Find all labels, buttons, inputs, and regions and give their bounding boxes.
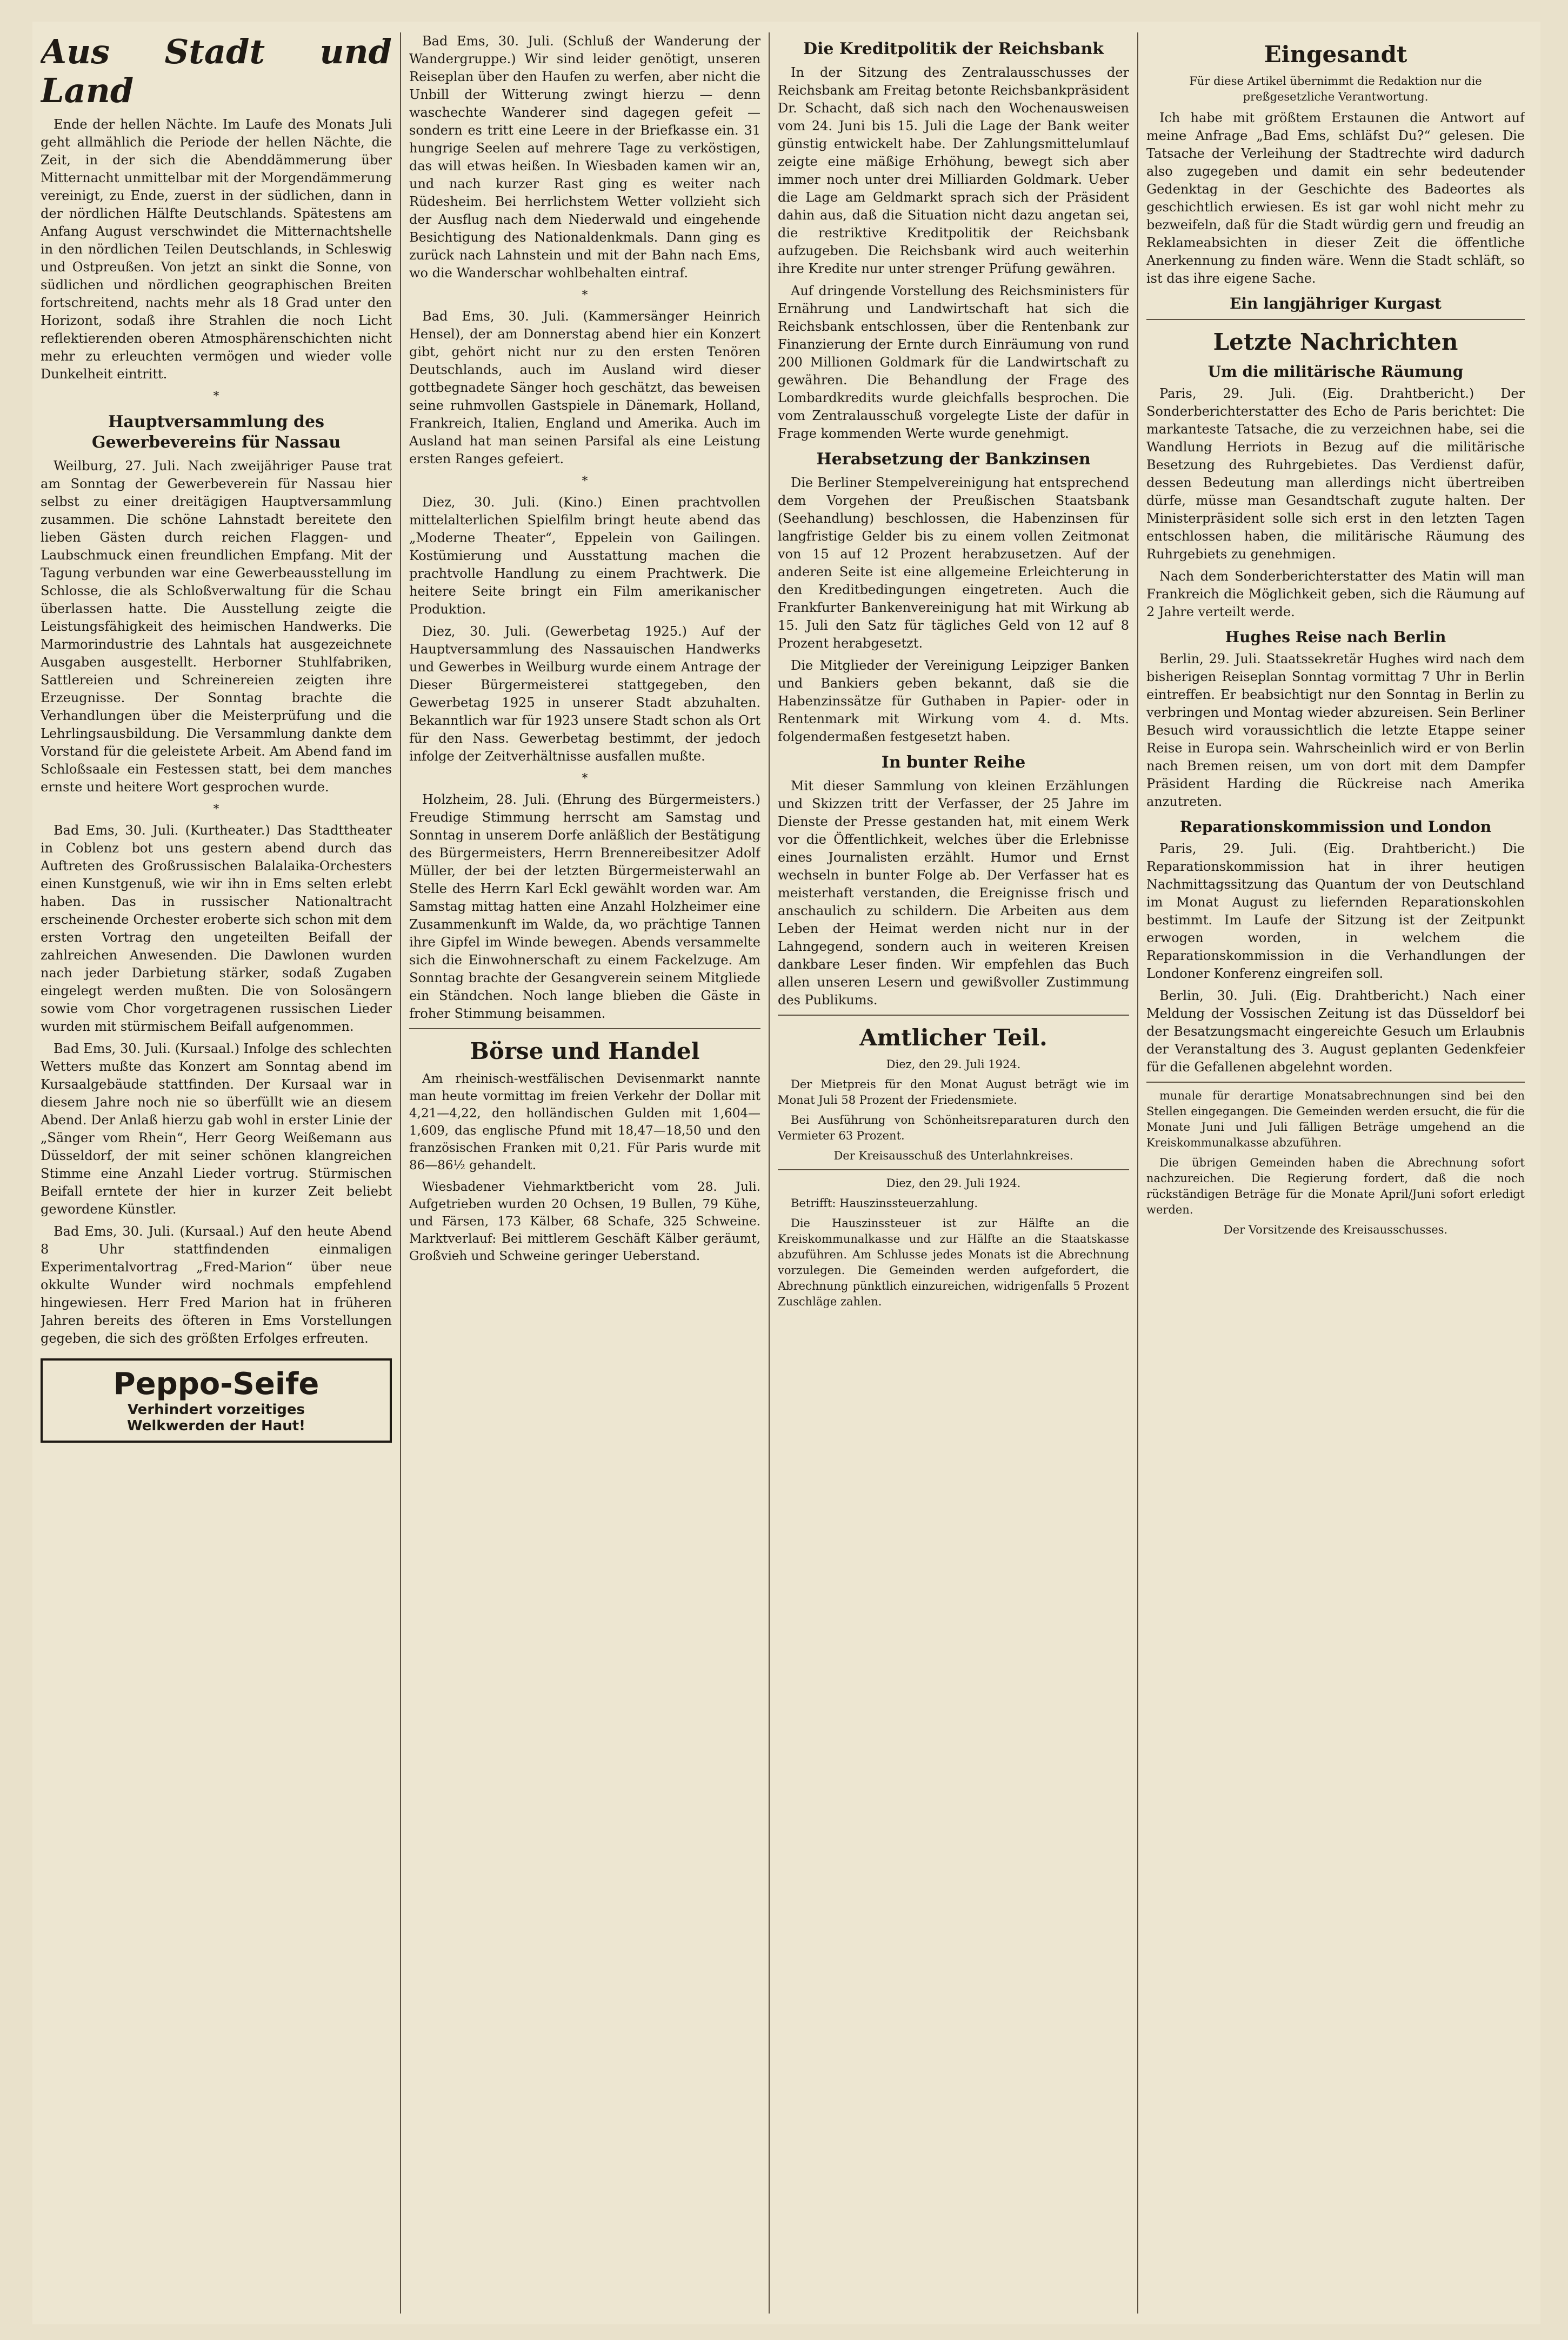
article-ende-der-hellen-naechte: Ende der hellen Nächte. Im Laufe des Monats Juli geht allmählich die Periode der hellen Nächte, die Zeit, in der sich die Abenddämmerung über Mitternacht unmittelbar mit der Morgendämmerung vereinigt, zu Ende, zuerst in der südlichen, dann in der nördlichen Hälfte Deutschlands. Spätestens am Anfang August verschwindet die Mitternachtshelle in den nördlichen Teilen Deutschlands, in Schleswig und Ostpreußen. Von jetzt an sinkt die Sonne, von südlichen und nördlichen geographischen Breiten fortschreitend, nachts mehr als 18 Grad unter den Horizont, sodaß ihre Strahlen die noch Licht reflektierenden oberen Atmosphärenschichten nicht mehr zu erleuchten vermögen und wieder volle Dunkelheit eintritt. bbox=[41, 117, 392, 382]
official-hauszinssteuer: Die Hauszinssteuer ist zur Hälfte an die Kreiskommunalkasse und zur Hälfte an die Staatskasse abzuführen. Am Schlusse jedes Monats ist die Abrechnung vorzulegen. Die Gemeinden werden aufgefordert, die Abrechnung pünktlich einzureichen, widrigenfalls 5 Prozent Zuschläge zahlen. bbox=[778, 1217, 1129, 1308]
separator-star: * bbox=[582, 289, 588, 302]
separator-star: * bbox=[213, 803, 219, 816]
article-holzheim: Holzheim, 28. Juli. (Ehrung des Bürgermeisters.) Freudige Stimmung herrscht am Samstag und Sonntag in unserem Dorfe anläßlich der Bestätigung des Bürgermeisters, Herrn Brennereibesitzer Adolf Müller, der bei der letzten Bürgermeisterwahl an Stelle des Herrn Karl Eckl gewählt worden war. Am Samstag mittag hatten eine Anzahl Holzheimer eine Zusammenkunft im Walde, da, wo prächtige Tannen ihre Gipfel im Winde bewegen. Abends versammelte sich die Einwohnerschaft zu einem Fackelzuge. Am Sonntag brachte der Gesangverein seinem Mitgliede ein Ständchen. Noch lange blieben die Gäste in froher Stimmung beisammen. bbox=[409, 792, 760, 1021]
advertisement-peppo-seife bbox=[41, 1358, 392, 1443]
article-bankzinsen-2: Die Mitglieder der Vereinigung Leipziger Banken und Bankiers geben bekannt, daß sie die Habenzinssätze für Guthaben in Papier- oder in Rentenmark mit Wirkung vom 4. d. Mts. folgendermaßen festgesetzt haben. bbox=[778, 658, 1129, 744]
headline-militaerische-raeumung: Um die militärische Räumung bbox=[1207, 363, 1464, 381]
article-in-bunter-reihe: Mit dieser Sammlung von kleinen Erzählungen und Skizzen tritt der Verfasser, der 25 Jahre im Dienste der Presse gestanden hat, mit einem Werk vor die Öffentlichkeit, welches über die Erlebnisse eines Journalisten erzählt. Humor und Ernst wechseln in bunter Folge ab. Der Verfasser hat es meisterhaft verstanden, die Ereignisse frisch und anschaulich zu schildern. Die Arbeiten aus dem Leben der Heimat werden nicht nur in der Lahngegend, sondern auch in weiteren Kreisen dankbare Leser finden. Wir empfehlen das Buch allen unseren Lesern und gewißvoller Zustimmung des Publikums. bbox=[778, 778, 1129, 1008]
article-repko: Paris, 29. Juli. (Eig. Drahtbericht.) Die Reparationskommission hat in ihrer heutigen Nachmittagssitzung das Quantum der von Deutschland im Monat August zu liefernden Reparationskohlen bestimmt. Im Laufe der Sitzung ist der Zeitpunkt erwogen worden, in welchem die Reparationskommission in die Verhandlungen der Londoner Konferenz eingreifen soll. bbox=[1146, 841, 1525, 981]
headline-amtlicher-teil: Amtlicher Teil. bbox=[859, 1024, 1047, 1051]
column-4 bbox=[1146, 32, 1525, 2314]
headline-hauptversammlung: Hauptversammlung des Gewerbevereins für Nassau bbox=[91, 412, 341, 452]
article-hughes: Berlin, 29. Juli. Staatssekretär Hughes wird nach dem bisherigen Reiseplan Sonntag vormittag 7 Uhr in Berlin eintreffen. Er beabsichtigt nur den Sonntag in Berlin zu verbringen und Montag wieder abzureisen. Sein Berliner Besuch wird voraussichtlich die letzte Etappe seiner Reise in Europa sein. Wahrscheinlich wird er von Berlin nach Bremen reisen, um von dort mit dem Dampfer Präsident Harding die Rückreise nach Amerika anzutreten. bbox=[1146, 651, 1525, 809]
article-bad-ems-fred-marion: Bad Ems, 30. Juli. (Kursaal.) Auf den heute Abend 8 Uhr stattfindenden einmaligen Experimentalvortrag „Fred-Marion“ über neue okkulte Wunder wird nochmals empfehlend hingewiesen. Herr Fred Marion hat in früheren Jahren bereits des öfteren in Ems Vorstellungen gegeben, die sich des größten Erfolges erfreuten. bbox=[41, 1224, 392, 1346]
column-1 bbox=[41, 32, 392, 2314]
official-date-1: Diez, den 29. Juli 1924. bbox=[886, 1058, 1021, 1071]
article-berlin-vossische: Berlin, 30. Juli. (Eig. Drahtbericht.) Nach einer Meldung der Vossischen Zeitung ist das Düsseldorf bei der Besatzungsmacht eingereichte Gesuch um Erlaubnis der Veranstaltung des 3. August geplanten Gedenkfeier für die Gefallenen abgelehnt worden. bbox=[1146, 988, 1525, 1075]
headline-boerse-und-handel: Börse und Handel bbox=[470, 1038, 700, 1064]
horizontal-rule bbox=[1146, 1082, 1525, 1083]
column-rule bbox=[400, 32, 401, 2314]
eingesandt-signature: Ein langjähriger Kurgast bbox=[1230, 295, 1442, 312]
official-continued-2: Die übrigen Gemeinden haben die Abrechnung sofort nachzureichen. Die Regierung fordert, daß die noch rückständigen Beträge für die Monate April/Juni sofort erledigt werden. bbox=[1146, 1156, 1525, 1216]
section-title-aus-stadt-und-land: Aus Stadt und Land bbox=[41, 32, 392, 110]
ad-subtitle-2: Welkwerden der Haut! bbox=[126, 1418, 306, 1434]
article-eingesandt: Ich habe mit größtem Erstaunen die Antwort auf meine Anfrage „Bad Ems, schläfst Du?“ gelesen. Die Tatsache der Verleihung der Stadtrechte wird dadurch also zugegeben und damit ein sehr bedeutender Gedenktag in der Geschichte des Badeortes als geschichtlich erwiesen. Es ist gar wohl nicht mehr zu bezweifeln, daß für die Stadt würdig gern und freudig an Reklameabsichten in dieser Zeit die öffentliche Anerkennung zu finden wäre. Wenn die Stadt schläft, so ist das ihre eigene Sache. bbox=[1146, 110, 1525, 286]
article-diez-kino: Diez, 30. Juli. (Kino.) Einen prachtvollen mittelalterlichen Spielfilm bringt heute abend das „Moderne Theater“, Eppelein von Gailingen. Kostümierung und Ausstattung machen die prachtvolle Handlung zu einem Prachtwerk. Die heitere Seite bringt ein Film amerikanischer Produktion. bbox=[409, 495, 760, 617]
headline-in-bunter-reihe: In bunter Reihe bbox=[881, 753, 1026, 772]
article-bad-ems-kurtheater: Bad Ems, 30. Juli. (Kurtheater.) Das Stadttheater in Coblenz bot uns gestern abend durch das Auftreten des Großrussischen Balalaika-Orchesters einen Kunstgenuß, wie wir ihn in Ems selten erlebt haben. Das in russischer Nationaltracht erscheinende Orchester eroberte sich schon mit dem ersten Vortrag den ungeteilten Beifall der zahlreichen Anwesenden. Die Dawlonen wurden nach jeder Darbietung stärker, sodaß Zugaben eingelegt werden mußten. Die von Solosängern sowie vom Chor vorgetragenen russischen Lieder wurden mit stürmischem Beifall aufgenommen. bbox=[41, 823, 392, 1034]
official-mietpreis: Der Mietpreis für den Monat August beträgt wie im Monat Juli 58 Prozent der Friedensmiete. bbox=[778, 1078, 1129, 1106]
column-rule bbox=[1137, 32, 1138, 2314]
article-diez-gewerbetag: Diez, 30. Juli. (Gewerbetag 1925.) Auf der Hauptversammlung des Nassauischen Handwerks und Gewerbes in Weilburg wurde einem Antrage der Dieser Bürgermeisterei stattgegeben, den Gewerbetag 1925 in unserer Stadt abzuhalten. Bekanntlich war für 1923 unsere Stadt schon als Ort für den Nass. Gewerbetag bestimmt, der jedoch infolge der Zeitverhältnisse ausfallen mußte. bbox=[409, 624, 760, 764]
horizontal-rule bbox=[1146, 319, 1525, 320]
article-weilburg: Weilburg, 27. Juli. Nach zweijähriger Pause trat am Sonntag der Gewerbeverein für Nassau hier selbst zu einer dreitägigen Hauptversammlung zusammen. Die schöne Lahnstadt bereitete den lieben Gästen durch reichen Flaggen- und Laubschmuck einen freundlichen Empfang. Mit der Tagung verbunden war eine Gewerbeausstellung im Schlosse, die als Schloßverwaltung für die Schau überlassen hatte. Die Ausstellung zeigte die Leistungsfähigkeit des heimischen Handwerks. Die Marmorindustrie des Lahntals hat ausgezeichnete Ausgaben ausgestellt. Herborner Stuhlfabriken, Sattlereien und Schreinereien zeigten ihre Erzeugnisse. Der Sonntag brachte die Verhandlungen über die Meisterprüfung und die Lehrlingsausbildung. Die Versammlung dankte dem Vorstand für die geleistete Arbeit. Am Abend fand im Schloßsaale ein Festessen statt, bei dem manches ernste und heitere Wort gesprochen wurde. bbox=[41, 458, 392, 795]
separator-star: * bbox=[582, 475, 588, 488]
article-paris-raeumung: Paris, 29. Juli. (Eig. Drahtbericht.) Der Sonderberichterstatter des Echo de Paris berichtet: Die markanteste Tatsache, die zu verzeichnen habe, sei die Wandlung Herriots in Bezug auf die militärische Besetzung des Ruhrgebietes. Das Verdienst dafür, dessen Bedeutung man allerdings nicht übertreiben dürfe, müsse man Gesandtschaft zugute halten. Der Ministerpräsident solle sich erst in den letzten Tagen entschlossen haben, die militärische Räumung des Ruhrgebiets zu genehmigen. bbox=[1146, 386, 1525, 562]
horizontal-rule bbox=[778, 1015, 1129, 1016]
eingesandt-note: Für diese Artikel übernimmt die Redaktion nur die preßgesetzliche Verantwortung. bbox=[1189, 75, 1482, 103]
headline-kreditpolitik: Die Kreditpolitik der Reichsbank bbox=[803, 39, 1104, 58]
column-3 bbox=[778, 32, 1129, 2314]
article-bad-ems-kursaal: Bad Ems, 30. Juli. (Kursaal.) Infolge des schlechten Wetters mußte das Konzert am Sonntag abend im Kursaalgebäude stattfinden. Der Kursaal war in diesem Jahre noch nie so überfüllt wie an diesem Abend. Der Anlaß hierzu gab wohl in erster Linie der „Sänger vom Rhein“, Herr Georg Weißemann aus Düsseldorf, der mit seiner schönen klangreichen Stimme eine Anzahl Lieder vortrug. Stürmischen Beifall erntete der hier in kurzer Zeit beliebt gewordene Künstler. bbox=[41, 1041, 392, 1217]
official-kreisausschuss: Der Kreisausschuß des Unterlahnkreises. bbox=[833, 1149, 1073, 1162]
column-rule bbox=[769, 32, 770, 2314]
article-kreditpolitik-2: Auf dringende Vorstellung des Reichsministers für Ernährung und Landwirtschaft hat sich die Reichsbank entschlossen, über die Rentenbank zur Finanzierung der Ernte durch Einräumung von rund 200 Millionen Goldmark für die Landwirtschaft zu gewähren. Die Behandlung der Frage des Lombardkredits wurde gleichfalls besprochen. Die vom Zentralausschuß vorgelegte Liste der dafür in Frage kommenden Werte wurde genehmigt. bbox=[778, 283, 1129, 441]
official-signature: Der Vorsitzende des Kreisausschusses. bbox=[1223, 1223, 1448, 1236]
separator-star: * bbox=[582, 772, 588, 785]
headline-bankzinsen: Herabsetzung der Bankzinsen bbox=[816, 450, 1091, 469]
newspaper-page bbox=[32, 22, 1540, 2324]
official-schoenheitsreparaturen: Bei Ausführung von Schönheitsreparaturen durch den Vermieter 63 Prozent. bbox=[778, 1114, 1129, 1142]
article-devisenmarkt: Am rheinisch-westfälischen Devisenmarkt nannte man heute vormittag im freien Verkehr der Dollar mit 4,21—4,22, den holländischen Gulden mit 1,604—1,609, das englische Pfund mit 18,47—18,50 und den französischen Franken mit 0,21. Für Paris wurde mit 86—86½ gehandelt. bbox=[409, 1072, 760, 1172]
horizontal-rule bbox=[409, 1028, 760, 1029]
headline-hughes: Hughes Reise nach Berlin bbox=[1225, 628, 1446, 646]
official-date-2: Diez, den 29. Juli 1924. bbox=[886, 1177, 1021, 1190]
official-continued-1: munale für derartige Monatsabrechnungen sind bei den Stellen eingegangen. Die Gemeinden werden ersucht, die für die Monate Juni und Juli fälligen Beträge umgehend an die Kreiskommunalkasse abzuführen. bbox=[1146, 1089, 1525, 1149]
headline-letzte-nachrichten: Letzte Nachrichten bbox=[1213, 329, 1458, 355]
article-kreditpolitik-1: In der Sitzung des Zentralausschusses der Reichsbank am Freitag betonte Reichsbankpräsident Dr. Schacht, daß sich nach den Wochenausweisen vom 24. Juni bis 15. Juli die Lage der Bank weiter günstig entwickelt habe. Der Zahlungsmittelumlauf zeigte eine mäßige Erhöhung, bewegt sich aber immer noch unter drei Milliarden Goldmark. Ueber die Lage am Geldmarkt sprach sich der Präsident dahin aus, daß die Situation nicht dazu angetan sei, die restriktive Kreditpolitik der Reichsbank aufzugeben. Die Reichsbank wird auch weiterhin ihre Kredite nur unter strenger Prüfung gewähren. bbox=[778, 65, 1129, 276]
ad-title: Peppo-Seife bbox=[113, 1366, 319, 1402]
article-wandergruppe: Bad Ems, 30. Juli. (Schluß der Wanderung der Wandergruppe.) Wir sind leider genötigt, unseren Reiseplan über den Haufen zu werfen, aber nicht die Unbill der Witterung zwingt hierzu — denn waschechte Wanderer sind dagegen gefeit — sondern es tritt eine Leere in der Briefkasse ein. 31 hungrige Seelen auf mehrere Tage zu verköstigen, das will etwas heißen. In Wiesbaden kamen wir an, und nach kurzer Rast ging es weiter nach Rüdesheim. Bei herrlichstem Wetter vollzieht sich der Ausflug nach dem Niederwald und eingehende Besichtigung des Nationaldenkmals. Dann ging es zurück nach Lahnstein und mit der Bahn nach Ems, wo die Wanderschar wohlbehalten eintraf. bbox=[409, 34, 760, 281]
article-bankzinsen-1: Die Berliner Stempelvereinigung hat entsprechend dem Vorgehen der Preußischen Staatsbank (Seehandlung) beschlossen, die Habenzinsen für langfristige Gelder bis zu einem vollen Zeitmonat von 15 auf 12 Prozent herabzusetzen. Auf der anderen Seite ist eine allgemeine Erleichterung in den Kreditbedingungen eingetreten. Auch die Frankfurter Bankenvereinigung hat mit Wirkung ab 15. Juli den Satz für tägliches Geld von 12 auf 8 Prozent herabgesetzt. bbox=[778, 475, 1129, 651]
article-matin: Nach dem Sonderberichterstatter des Matin will man Frankreich die Möglichkeit geben, sich die Räumung auf 2 Jahre verteilt werde. bbox=[1146, 569, 1525, 619]
separator-star: * bbox=[213, 390, 219, 403]
official-betrifft: Betrifft: Hauszinssteuerzahlung. bbox=[791, 1197, 978, 1210]
article-kammersaenger-hensel: Bad Ems, 30. Juli. (Kammersänger Heinrich Hensel), der am Donnerstag abend hier ein Konzert gibt, gehört nicht nur zu den ersten Tenören Deutschlands, auch im Ausland wird dieser gottbegnadete Sänger hoch geschätzt, das beweisen seine ruhmvollen Gastspiele in Dänemark, Holland, Frankreich, Italien, England und Amerika. Auch im Ausland hat man seinen Parsifal als eine Leistung ersten Ranges gefeiert. bbox=[409, 309, 760, 466]
column-2 bbox=[409, 32, 760, 2314]
horizontal-rule bbox=[778, 1169, 1129, 1170]
headline-eingesandt: Eingesandt bbox=[1264, 41, 1407, 68]
headline-repko-london: Reparationskommission und London bbox=[1179, 818, 1492, 836]
article-viehmarkt: Wiesbadener Viehmarktbericht vom 28. Juli. Aufgetrieben wurden 20 Ochsen, 19 Bullen, 79 Kühe, und Färsen, 173 Kälber, 68 Schafe, 325 Schweine. Marktverlauf: Bei mittlerem Geschäft Kälber geräumt, Großvieh und Schweine geringer Ueberstand. bbox=[409, 1180, 760, 1263]
ad-subtitle-1: Verhindert vorzeitiges bbox=[127, 1402, 305, 1418]
